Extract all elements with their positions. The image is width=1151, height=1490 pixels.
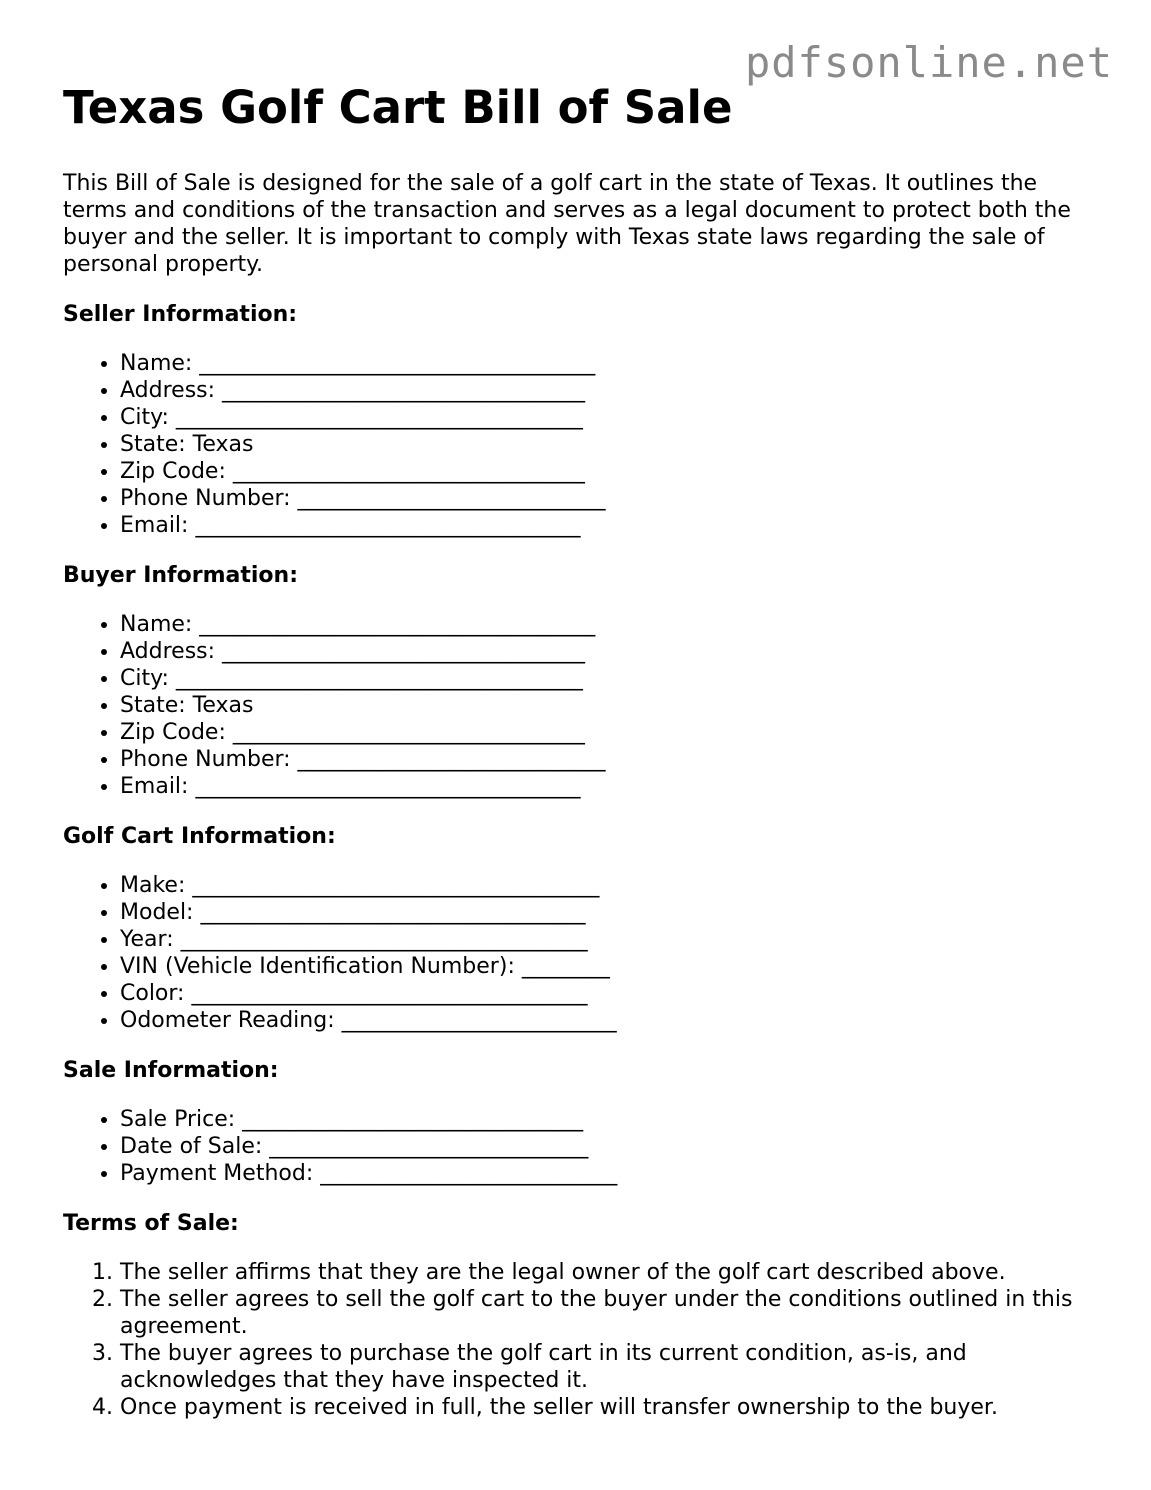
cart-vin-field: • VIN (Vehicle Identification Number): ________ xyxy=(120,953,1093,980)
seller-phone-field: • Phone Number: ____________________________ xyxy=(120,485,1093,512)
seller-zip-field: • Zip Code: ________________________________ xyxy=(120,458,1093,485)
page-title: Texas Golf Cart Bill of Sale xyxy=(63,81,733,134)
buyer-address-field: • Address: _________________________________ xyxy=(120,638,1093,665)
sale-payment-method-field: • Payment Method: ___________________________ xyxy=(120,1160,1093,1187)
cart-list xyxy=(63,872,1093,1034)
terms-item: 1. The seller affirms that they are the legal owner of the golf cart described above. xyxy=(120,1259,1093,1286)
sale-list xyxy=(63,1106,1093,1187)
buyer-name-field: • Name: ____________________________________ xyxy=(120,611,1093,638)
intro-paragraph: This Bill of Sale is designed for the sale of a golf cart in the state of Texas. It outlines the terms and conditions of the transaction and serves as a legal document to protect both the buyer and the seller. It is important to comply with Texas state laws regarding the sale of personal property. xyxy=(63,171,1071,277)
cart-odometer-field: • Odometer Reading: _________________________ xyxy=(120,1007,1093,1034)
terms-item: 3. The buyer agrees to purchase the golf cart in its current condition, as-is, and acknowledges that they have inspected it. xyxy=(120,1340,1093,1394)
buyer-zip-field: • Zip Code: ________________________________ xyxy=(120,719,1093,746)
buyer-email-field: • Email: ___________________________________ xyxy=(120,773,1093,800)
cart-year-field: • Year: _____________________________________ xyxy=(120,926,1093,953)
cart-color-field: • Color: ____________________________________ xyxy=(120,980,1093,1007)
terms-list xyxy=(63,1259,1093,1421)
sale-date-field: • Date of Sale: _____________________________ xyxy=(120,1133,1093,1160)
seller-name-field: • Name: ____________________________________ xyxy=(120,350,1093,377)
seller-list xyxy=(63,350,1093,539)
sale-heading: Sale Information: xyxy=(63,1058,279,1083)
seller-city-field: • City: _____________________________________ xyxy=(120,404,1093,431)
cart-heading: Golf Cart Information: xyxy=(63,824,336,849)
seller-state-field: • State: Texas xyxy=(120,431,1093,458)
seller-heading: Seller Information: xyxy=(63,302,298,327)
terms-item: 2. The seller agrees to sell the golf cart to the buyer under the conditions outlined in this agreement. xyxy=(120,1286,1093,1340)
sale-price-field: • Sale Price: _______________________________ xyxy=(120,1106,1093,1133)
buyer-phone-field: • Phone Number: ____________________________ xyxy=(120,746,1093,773)
seller-address-field: • Address: _________________________________ xyxy=(120,377,1093,404)
buyer-city-field: • City: _____________________________________ xyxy=(120,665,1093,692)
watermark: pdfsonline.net xyxy=(744,38,1113,87)
terms-item: 4. Once payment is received in full, the seller will transfer ownership to the buyer. xyxy=(120,1394,1093,1421)
cart-make-field: • Make: _____________________________________ xyxy=(120,872,1093,899)
buyer-heading: Buyer Information: xyxy=(63,563,298,588)
document-page xyxy=(63,78,1093,1421)
buyer-state-field: • State: Texas xyxy=(120,692,1093,719)
cart-model-field: • Model: ___________________________________ xyxy=(120,899,1093,926)
buyer-list xyxy=(63,611,1093,800)
seller-email-field: • Email: ___________________________________ xyxy=(120,512,1093,539)
terms-heading: Terms of Sale: xyxy=(63,1211,239,1236)
